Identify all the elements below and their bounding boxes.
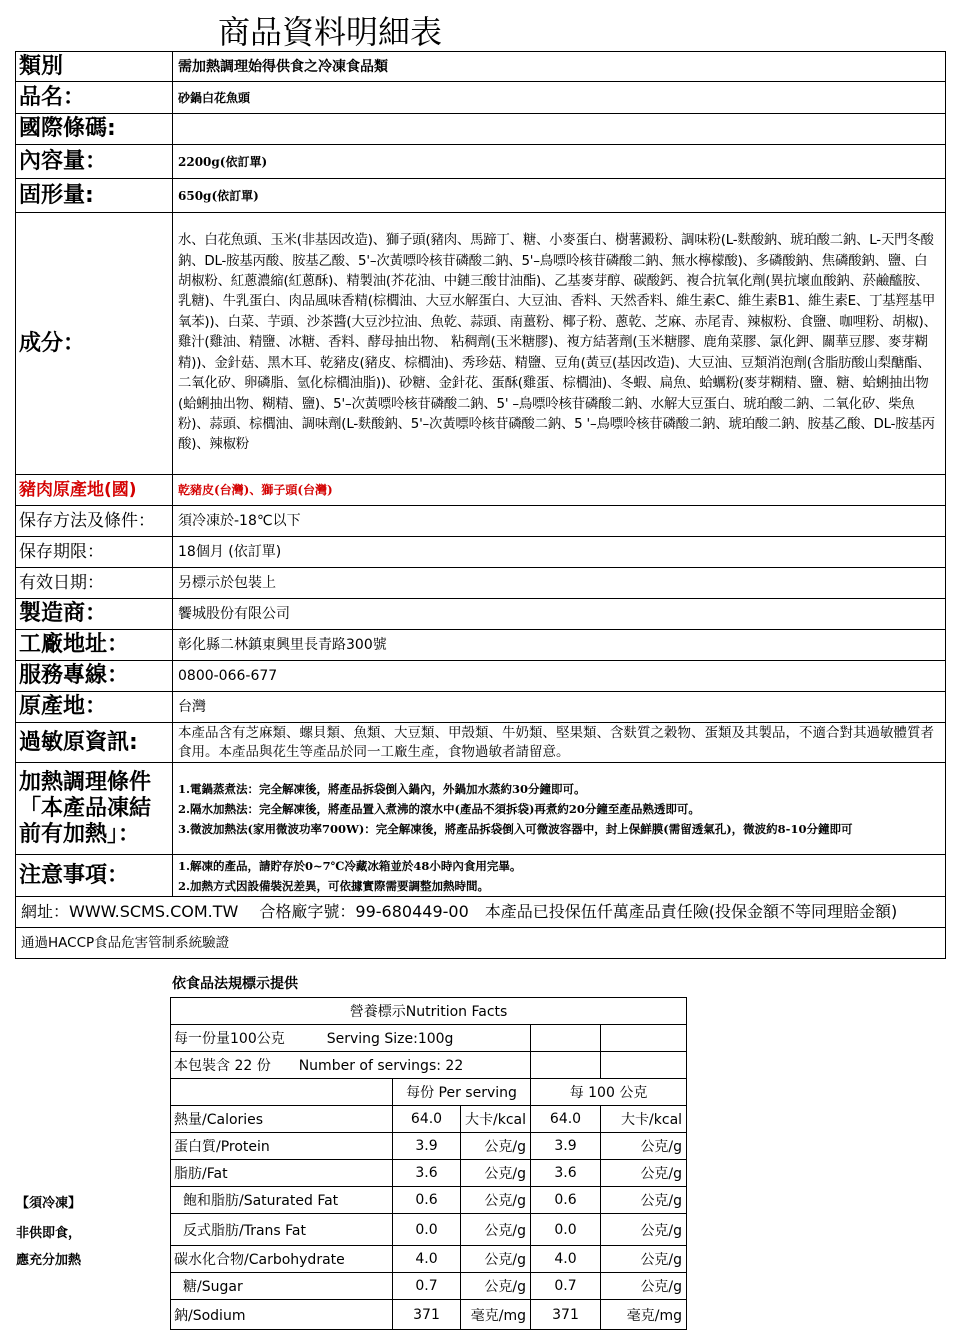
storage-label: 保存方法及條件： <box>16 506 173 537</box>
service-label: 服務專線： <box>16 661 173 692</box>
side-note-not-ready: 非供即食， <box>16 1226 82 1241</box>
heating-line: 2.隔水加熱法：完全解凍後，將產品置入煮沸的滾水中(產品不須拆袋)再煮約20分鐘至產品熟透即可。 <box>178 801 700 816</box>
shelf-life-label: 保存期限： <box>16 537 173 568</box>
origin-label: 原產地： <box>16 692 173 723</box>
row-shelf-life <box>16 537 946 568</box>
nutrient-value-serving: 0.0 <box>393 1214 461 1246</box>
allergen-label: 過敏原資訊: <box>16 723 173 763</box>
nutrition-title-row <box>171 998 687 1025</box>
nutrient-unit: 公克/g <box>601 1160 687 1187</box>
net-content-label: 內容量： <box>16 145 173 179</box>
nutrient-value-serving: 3.9 <box>393 1133 461 1160</box>
nutrient-name: 鈉/Sodium <box>171 1300 393 1330</box>
ingredients-label: 成分： <box>16 213 173 475</box>
expiry-value: 另標示於包裝上 <box>173 568 946 599</box>
empty-cell <box>531 1025 601 1052</box>
nutrient-unit: 公克/g <box>601 1133 687 1160</box>
nutrition-row <box>171 1160 687 1187</box>
nutrient-value-serving: 0.6 <box>393 1187 461 1214</box>
expiry-label: 有效日期： <box>16 568 173 599</box>
heating-line: 1.電鍋蒸煮法：完全解凍後，將產品拆袋倒入鍋內，外鍋加水蒸約30分鐘即可。 <box>178 781 586 796</box>
product-name-label: 品名： <box>16 82 173 114</box>
nutrient-unit: 大卡/kcal <box>461 1106 531 1133</box>
nutrition-row <box>171 1246 687 1273</box>
nutrient-unit: 公克/g <box>461 1133 531 1160</box>
row-solid-content <box>16 179 946 213</box>
manufacturer-value: 饗城股份有限公司 <box>173 599 946 630</box>
empty-cell <box>601 1025 687 1052</box>
row-product-name <box>16 82 946 114</box>
empty-cell <box>531 1052 601 1079</box>
nutrient-name: 碳水化合物/Carbohydrate <box>171 1246 393 1273</box>
nutrient-value-100g: 4.0 <box>531 1246 601 1273</box>
row-factory <box>16 630 946 661</box>
nutrient-unit: 公克/g <box>601 1246 687 1273</box>
nutrient-name: 熱量/Calories <box>171 1106 393 1133</box>
row-heating <box>16 763 946 855</box>
nutrition-table <box>170 997 687 1330</box>
nutrient-unit: 毫克/mg <box>461 1300 531 1330</box>
barcode-label: 國際條碼: <box>16 114 173 145</box>
nutrient-name: 蛋白質/Protein <box>171 1133 393 1160</box>
heating-line: 3.微波加熱法(家用微波功率700W)：完全解凍後，將產品拆袋倒入可微波容器中，封上保鮮膜(需留透氣孔)，微波約8-10分鐘即可 <box>178 821 853 836</box>
nutrient-unit: 公克/g <box>601 1214 687 1246</box>
notice-label: 注意事項： <box>16 855 173 897</box>
category-value: 需加熱調理始得供食之冷凍食品類 <box>173 52 946 82</box>
shelf-life-value: 18個月 (依訂單) <box>173 537 946 568</box>
net-content-value: 2200g(依訂單) <box>173 145 946 179</box>
row-haccp <box>16 928 946 959</box>
barcode-value <box>173 114 946 145</box>
row-pork-origin <box>16 475 946 506</box>
serving-size-row <box>171 1025 687 1052</box>
nutrient-name: 脂肪/Fat <box>171 1160 393 1187</box>
factory-value: 彰化縣二林鎮東興里長青路300號 <box>173 630 946 661</box>
row-expiry <box>16 568 946 599</box>
row-category <box>16 52 946 82</box>
nutrient-unit: 公克/g <box>601 1187 687 1214</box>
serving-size: 每一份量100公克 Serving Size:100g <box>171 1025 531 1052</box>
row-website <box>16 897 946 928</box>
product-spec-table <box>15 51 946 959</box>
nutrition-title: 營養標示Nutrition Facts <box>171 998 687 1025</box>
heating-label-line: 加熱調理條件 <box>19 769 152 795</box>
notice-line: 1.解凍的產品，請貯存於0~7℃冷藏冰箱並於48小時內食用完畢。 <box>178 858 522 873</box>
nutrition-row <box>171 1133 687 1160</box>
factory-label: 工廠地址： <box>16 630 173 661</box>
haccp-line: 通過HACCP食品危害管制系統驗證 <box>16 928 946 959</box>
nutrient-value-serving: 64.0 <box>393 1106 461 1133</box>
row-manufacturer <box>16 599 946 630</box>
nutrition-header-row <box>171 1079 687 1106</box>
nutrient-unit: 公克/g <box>461 1246 531 1273</box>
pork-origin-value: 乾豬皮(台灣)、獅子頭(台灣) <box>173 475 946 506</box>
row-ingredients <box>16 213 946 475</box>
nutrient-value-100g: 3.6 <box>531 1160 601 1187</box>
side-note-frozen: 【須冷凍】 <box>16 1196 82 1211</box>
law-note: 依食品法規標示提供 <box>172 976 298 992</box>
storage-value: 須冷凍於-18℃以下 <box>173 506 946 537</box>
solid-content-label: 固形量: <box>16 179 173 213</box>
row-service <box>16 661 946 692</box>
nutrition-row <box>171 1106 687 1133</box>
row-notice <box>16 855 946 897</box>
empty-cell <box>601 1052 687 1079</box>
page-title: 商品資料明細表 <box>217 13 442 51</box>
row-net-content <box>16 145 946 179</box>
nutrient-value-serving: 371 <box>393 1300 461 1330</box>
solid-content-value: 650g(依訂單) <box>173 179 946 213</box>
product-name-value: 砂鍋白花魚頭 <box>173 82 946 114</box>
nutrient-value-serving: 4.0 <box>393 1246 461 1273</box>
per-100g-header: 每 100 公克 <box>531 1079 687 1106</box>
nutrient-value-serving: 3.6 <box>393 1160 461 1187</box>
nutrient-value-serving: 0.7 <box>393 1273 461 1300</box>
nutrient-unit: 公克/g <box>461 1187 531 1214</box>
side-note-heat: 應充分加熱 <box>16 1253 82 1268</box>
nutrient-name: 反式脂肪/Trans Fat <box>171 1214 393 1246</box>
nutrition-row <box>171 1187 687 1214</box>
row-allergen <box>16 723 946 763</box>
heating-instructions <box>173 763 946 855</box>
nutrient-name: 飽和脂肪/Saturated Fat <box>171 1187 393 1214</box>
nutrient-unit: 公克/g <box>461 1273 531 1300</box>
servings-row <box>171 1052 687 1079</box>
row-barcode <box>16 114 946 145</box>
ingredients-value: 水、白花魚頭、玉米(非基因改造)、獅子頭(豬肉、馬蹄丁、糖、小麥蛋白、樹薯澱粉、調味粉(L-麩酸鈉、琥珀酸二鈉、L-天門冬酸鈉、DL-胺基丙酸、胺基乙酸、5'–次黃嘌呤核苷磷酸二鈉、5'–鳥嘌呤核苷磷酸二鈉、無水檸檬酸)、多磷酸鈉、焦磷酸鈉、鹽、白胡椒粉、紅蔥濃縮(紅蔥酥)、精製油(芥花油、中鏈三酸甘油酯)、乙基麥芽醇、碳酸鈣、複合抗氧化劑(異抗壞血酸鈉、菸鹼醯胺、乳糖)、牛乳蛋白、肉品風味香精(棕櫚油、大豆水解蛋白、大豆油、香料、天然香料、維生素C、維生素B1、維生素E、丁基羥基甲氧苯))、白菜、芋頭、沙茶醬(大豆沙拉油、魚乾、蒜頭、南薑粉、椰子粉、蔥乾、芝麻、赤尾青、辣椒粉、食鹽、咖哩粉、胡椒)、雞汁(雞油、精鹽、冰糖、香料、酵母抽出物、 粘稠劑(玉米糖膠)、複方結著劑(玉米糖膠、鹿角菜膠、氯化鉀、關華豆膠、麥芽糊精))、金針菇、黑木耳、乾豬皮(豬皮、棕櫚油)、秀珍菇、精鹽、豆角(黃豆(基因改造)、大豆油、豆類消泡劑(含脂肪酸山梨醣酯、二氧化矽、卵磷脂、氫化棕櫚油脂))、砂糖、金針花、蛋酥(雞蛋、棕櫚油)、冬蝦、扁魚、蛤蠣粉(麥芽糊精、鹽、糖、蛤蜊抽出物(蛤蜊抽出物、糊精、鹽)、5'–次黃嘌呤核苷磷酸二鈉、5' –鳥嘌呤核苷磷酸二鈉、水解大豆蛋白、琥珀酸二鈉、二氧化矽、柴魚粉)、蒜頭、棕櫚油、調味劑(L-麩酸鈉、5'–次黃嘌呤核苷磷酸二鈉、5 '–鳥嘌呤核苷磷酸二鈉、琥珀酸二鈉、胺基乙酸、DL-胺基丙酸)、辣椒粉 <box>173 213 946 475</box>
origin-value: 台灣 <box>173 692 946 723</box>
heating-label-line: 前有加熱」： <box>19 821 141 847</box>
row-storage <box>16 506 946 537</box>
allergen-value: 本產品含有芝麻類、螺貝類、魚類、大豆類、甲殼類、牛奶類、堅果類、含麩質之穀物、蛋類及其製品，不適合對其過敏體質者食用。本產品與花生等產品於同一工廠生產，食物過敏者請留意。 <box>173 723 946 763</box>
nutrient-value-100g: 0.0 <box>531 1214 601 1246</box>
manufacturer-label: 製造商： <box>16 599 173 630</box>
per-serving-header: 每份 Per serving <box>393 1079 531 1106</box>
servings: 本包裝含 22 份 Number of servings: 22 <box>171 1052 531 1079</box>
nutrient-value-100g: 64.0 <box>531 1106 601 1133</box>
empty-cell <box>171 1079 393 1106</box>
heating-label <box>16 763 173 855</box>
nutrient-unit: 毫克/mg <box>601 1300 687 1330</box>
nutrient-unit: 公克/g <box>601 1273 687 1300</box>
website-line: 網址：WWW.SCMS.COM.TW 合格廠字號：99-680449-00 本產品已投保伍仟萬產品責任險(投保金額不等同理賠金額) <box>16 897 946 928</box>
nutrient-name: 糖/Sugar <box>171 1273 393 1300</box>
category-label: 類別 <box>16 52 173 82</box>
nutrient-value-100g: 0.6 <box>531 1187 601 1214</box>
row-origin <box>16 692 946 723</box>
nutrient-unit: 公克/g <box>461 1160 531 1187</box>
notice-line: 2.加熱方式因設備裝況差異，可依據實際需要調整加熱時間。 <box>178 878 490 893</box>
pork-origin-label: 豬肉原產地(國) <box>16 475 173 506</box>
service-value: 0800-066-677 <box>173 661 946 692</box>
nutrition-row <box>171 1300 687 1330</box>
nutrient-value-100g: 371 <box>531 1300 601 1330</box>
nutrition-row <box>171 1214 687 1246</box>
nutrient-unit: 公克/g <box>461 1214 531 1246</box>
nutrient-unit: 大卡/kcal <box>601 1106 687 1133</box>
nutrition-row <box>171 1273 687 1300</box>
nutrient-value-100g: 0.7 <box>531 1273 601 1300</box>
heating-label-line: 「本產品凍結 <box>19 795 152 821</box>
nutrient-value-100g: 3.9 <box>531 1133 601 1160</box>
notice-value <box>173 855 946 897</box>
